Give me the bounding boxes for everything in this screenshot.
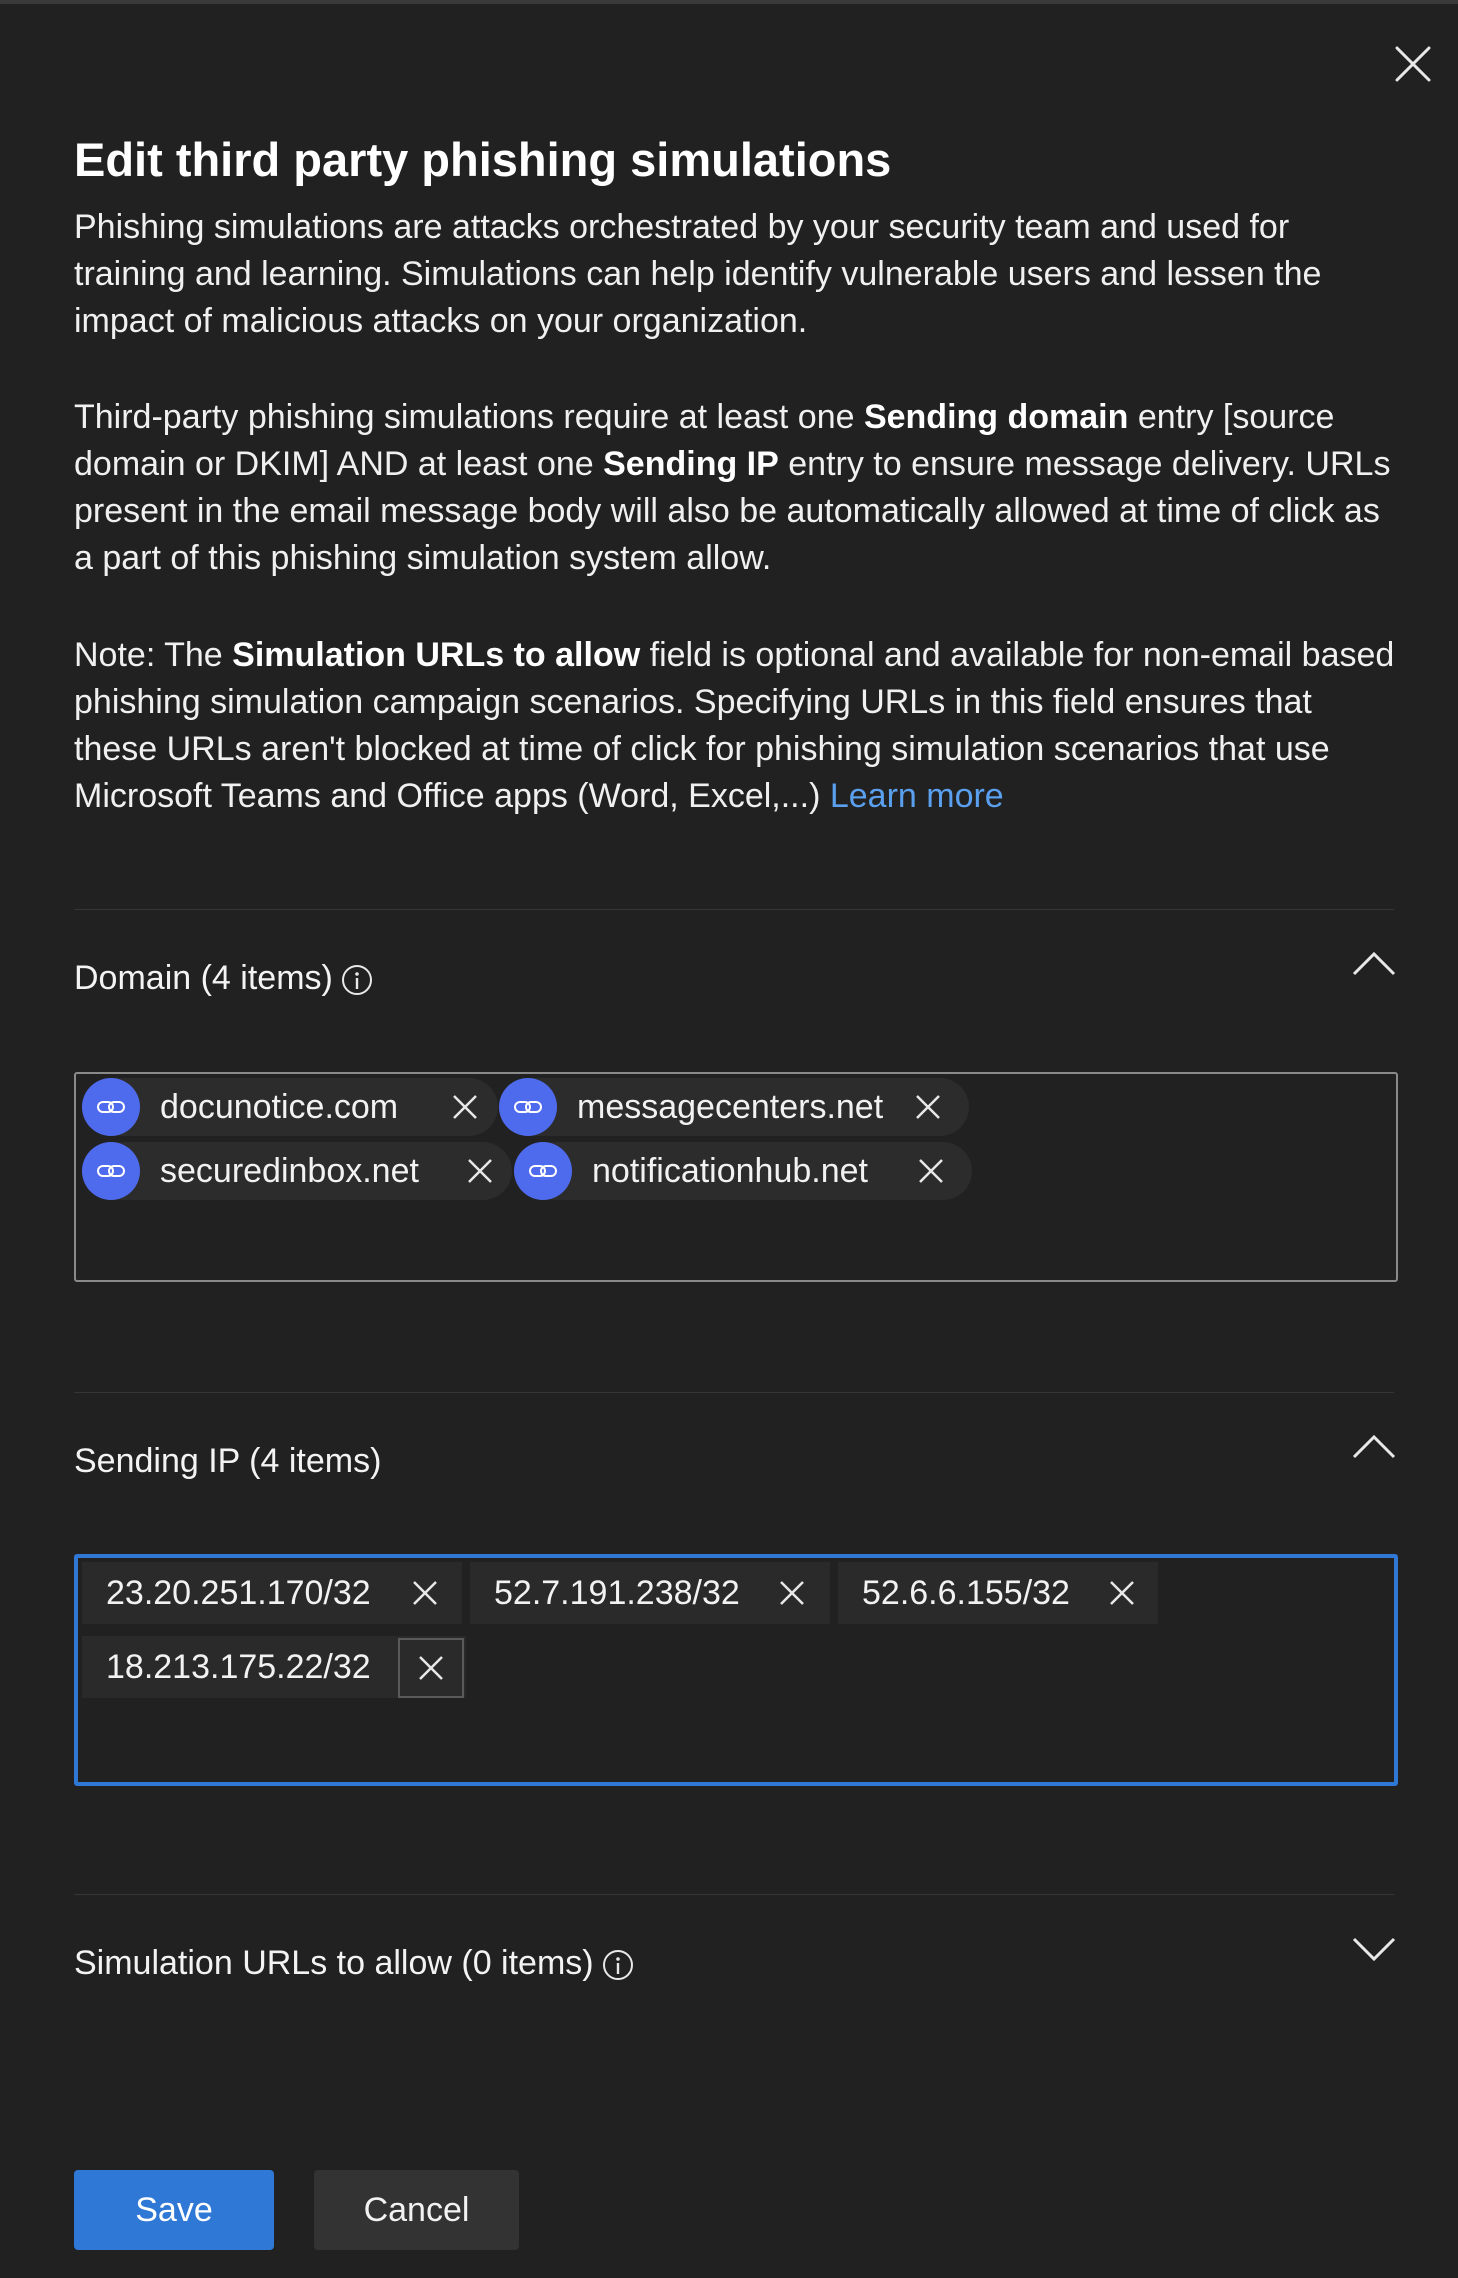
- domain-input[interactable]: [74, 1072, 1398, 1282]
- cancel-button[interactable]: Cancel: [314, 2170, 519, 2250]
- ip-chip-label: 18.213.175.22/32: [106, 1647, 371, 1686]
- domain-chip: [514, 1142, 972, 1200]
- domain-chip-label: messagecenters.net: [577, 1087, 884, 1126]
- link-icon: [82, 1078, 140, 1136]
- domain-chip: [82, 1142, 512, 1200]
- remove-chip-icon[interactable]: [775, 1576, 809, 1610]
- ip-chip-label: 52.7.191.238/32: [494, 1573, 740, 1612]
- intro-text: Phishing simulations are attacks orchestrated by your security team and used for training and learning. Simulations can help identify vulnerable users and lessen the impact of malicious attacks on your organization.: [74, 208, 1322, 340]
- divider: [74, 1894, 1394, 1895]
- remove-chip-icon[interactable]: [448, 1090, 482, 1124]
- domain-chip-label: notificationhub.net: [592, 1151, 868, 1190]
- remove-chip-icon[interactable]: [408, 1576, 442, 1610]
- ip-chip-label: 52.6.6.155/32: [862, 1573, 1070, 1612]
- req-text-1: Third-party phishing simulations require at least one: [74, 398, 864, 436]
- urls-section-title: Simulation URLs to allow (0 items): [74, 1944, 594, 1982]
- domain-section-header[interactable]: [74, 955, 373, 1001]
- chevron-down-icon[interactable]: [1352, 1935, 1396, 1965]
- ip-chip-label: 23.20.251.170/32: [106, 1573, 371, 1612]
- learn-more-link[interactable]: Learn more: [829, 777, 1004, 815]
- info-icon[interactable]: [602, 1947, 634, 1979]
- urls-section-header[interactable]: [74, 1940, 634, 1986]
- sending-ip-section-header[interactable]: [74, 1438, 381, 1484]
- ip-chip: [838, 1562, 1158, 1624]
- chevron-up-icon[interactable]: [1352, 948, 1396, 978]
- ip-chip: [82, 1562, 462, 1624]
- close-icon[interactable]: [1393, 44, 1433, 84]
- info-icon[interactable]: [341, 962, 373, 994]
- chevron-up-icon[interactable]: [1352, 1431, 1396, 1461]
- req-bold-sending-domain: Sending domain: [863, 398, 1129, 436]
- note-text: [74, 632, 1404, 820]
- ip-chip: [82, 1636, 466, 1698]
- domain-chip-label: securedinbox.net: [160, 1151, 419, 1190]
- link-icon: [499, 1078, 557, 1136]
- req-bold-sending-ip: Sending IP: [603, 445, 779, 483]
- divider: [74, 909, 1394, 910]
- link-icon: [82, 1142, 140, 1200]
- link-icon: [514, 1142, 572, 1200]
- sending-ip-input[interactable]: [74, 1554, 1398, 1786]
- remove-chip-icon[interactable]: [463, 1154, 497, 1188]
- top-border: [0, 0, 1458, 4]
- panel-title: Edit third party phishing simulations: [74, 133, 892, 186]
- domain-section-title: Domain (4 items): [74, 959, 333, 997]
- domain-chip: [82, 1078, 498, 1136]
- domain-chip: [499, 1078, 969, 1136]
- divider: [74, 1392, 1394, 1393]
- remove-chip-icon[interactable]: [911, 1090, 945, 1124]
- remove-chip-icon[interactable]: [1105, 1576, 1139, 1610]
- req-text-3: entry to ensure message delivery. URLs present in the email message body will also be automatically allowed at time of click as a part of this phishing simulation system allow.: [74, 445, 1391, 577]
- note-text-1: Note: The: [74, 636, 233, 674]
- save-button[interactable]: Save: [74, 2170, 274, 2250]
- ip-chip: [470, 1562, 830, 1624]
- note-text-2: field is optional and available for non-email based phishing simulation campaign scenarios. Specifying URLs in this field ensures that these URLs aren't blocked at time of click for phishing simulation scenarios that use Microsoft Teams and Office apps (Word, Excel,...): [74, 636, 1395, 815]
- requirements-text: [74, 394, 1404, 582]
- sending-ip-section-title: Sending IP (4 items): [74, 1442, 382, 1480]
- remove-chip-icon[interactable]: [398, 1638, 464, 1698]
- domain-chip-label: docunotice.com: [160, 1087, 399, 1126]
- remove-chip-icon[interactable]: [914, 1154, 948, 1188]
- note-bold: Simulation URLs to allow: [232, 636, 641, 674]
- req-text-2: entry [source domain or DKIM] AND at least one: [74, 398, 1335, 483]
